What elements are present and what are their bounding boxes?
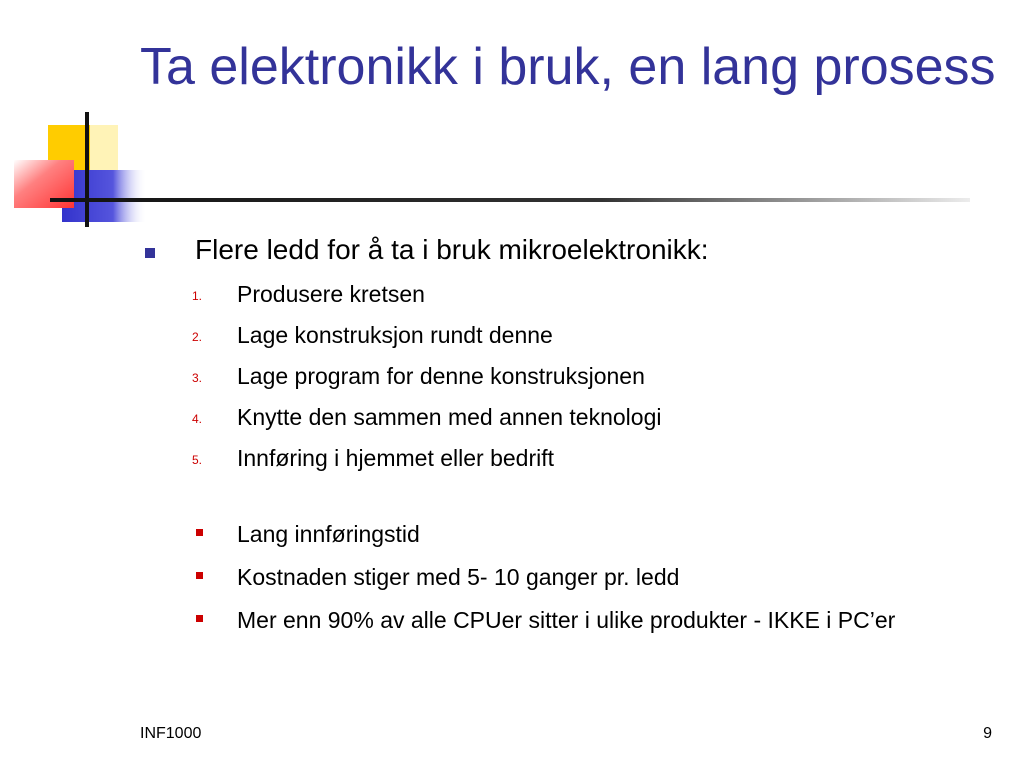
- decorative-squares-graphic: [0, 0, 160, 240]
- list-item: [192, 403, 992, 444]
- title-underline: [50, 198, 970, 202]
- list-item: [192, 280, 992, 321]
- list-item-text: Lang innføringstid: [237, 521, 420, 547]
- list-item-text: Lage konstruksjon rundt denne: [237, 322, 553, 348]
- red-square-bullet-icon: [192, 604, 237, 622]
- list-item-text: Mer enn 90% av alle CPUer sitter i ulike produkter - IKKE i PC’er: [237, 607, 896, 633]
- bullet-list: [192, 518, 992, 647]
- list-item: [192, 362, 992, 403]
- main-bullet: [145, 232, 994, 268]
- red-square-bullet-icon: [192, 518, 237, 536]
- list-number: 2.: [192, 330, 203, 344]
- list-item-text: Knytte den sammen med annen teknologi: [237, 404, 662, 430]
- list-number: 4.: [192, 412, 203, 426]
- list-number: 3.: [192, 371, 203, 385]
- slide-title: Ta elektronikk i bruk, en lang prosess: [140, 38, 996, 96]
- red-square-bullet-icon: [192, 561, 237, 579]
- list-item: [192, 604, 992, 636]
- numbered-list: [192, 280, 992, 485]
- list-number: 5.: [192, 453, 203, 467]
- footer-course-code: INF1000: [140, 725, 202, 742]
- list-item: [192, 321, 992, 362]
- yellow-square-right: [90, 125, 118, 170]
- list-item-text: Lage program for denne konstruksjonen: [237, 363, 645, 389]
- blue-square: [62, 170, 147, 222]
- blue-square-bullet-icon: [145, 248, 155, 258]
- list-item: [192, 561, 992, 593]
- list-item-text: Innføring i hjemmet eller bedrift: [237, 445, 555, 471]
- list-item-text: Produsere kretsen: [237, 281, 425, 307]
- list-number: 1.: [192, 289, 203, 303]
- list-item: [192, 518, 992, 550]
- main-bullet-text: Flere ledd for å ta i bruk mikroelektronikk:: [195, 234, 709, 265]
- list-item-text: Kostnaden stiger med 5- 10 ganger pr. ledd: [237, 564, 680, 590]
- slide-number: 9: [983, 725, 992, 742]
- list-item: [192, 444, 992, 485]
- vertical-line: [85, 112, 89, 227]
